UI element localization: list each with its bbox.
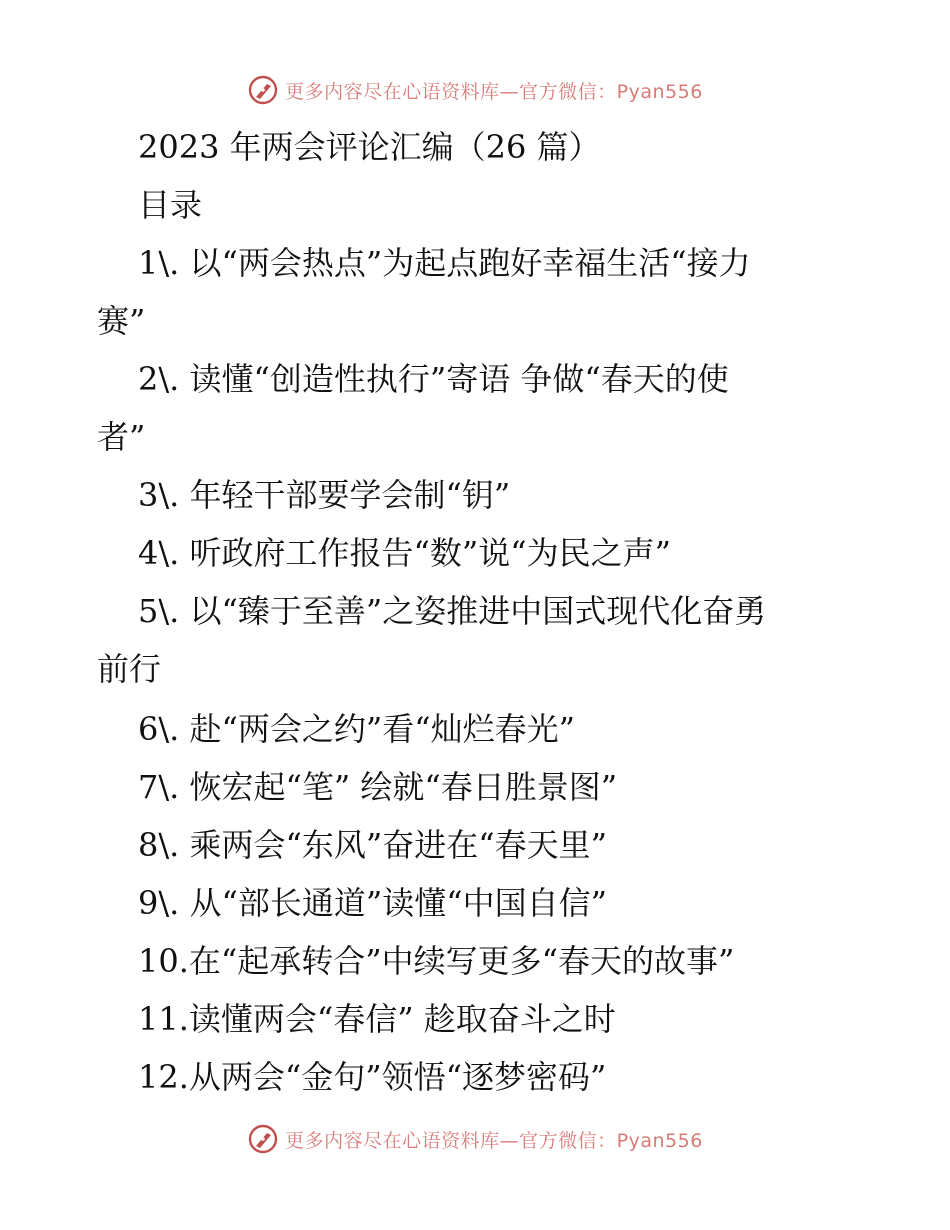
toc-item: 5\. 以“臻于至善”之姿推进中国式现代化奋勇: [138, 592, 767, 630]
toc-heading: 目录: [138, 186, 203, 224]
toc-item: 7\. 恢宏起“笔” 绘就“春日胜景图”: [138, 768, 618, 806]
toc-item-continuation: 前行: [97, 650, 162, 688]
toc-item: 12.从两会“金句”领悟“逐梦密码”: [138, 1058, 607, 1096]
footer-watermark: [0, 1123, 950, 1155]
toc-item: 10.在“起承转合”中续写更多“春天的故事”: [138, 942, 735, 980]
document-title: 2023 年两会评论汇编（26 篇）: [138, 128, 601, 166]
toc-item: 9\. 从“部长通道”读懂“中国自信”: [138, 884, 607, 922]
toc-item: 2\. 读懂“创造性执行”寄语 争做“春天的使: [138, 360, 729, 398]
toc-item: 11.读懂两会“春信” 趁取奋斗之时: [138, 1000, 616, 1038]
toc-item-continuation: 赛”: [97, 302, 146, 340]
toc-item: 6\. 赴“两会之约”看“灿烂春光”: [138, 710, 575, 748]
toc-item: 8\. 乘两会“东风”奋进在“春天里”: [138, 826, 607, 864]
toc-item: 3\. 年轻干部要学会制“钥”: [138, 476, 511, 514]
toc-item-continuation: 者”: [97, 418, 146, 456]
watermark-text: 更多内容尽在心语资料库—官方微信：Pyan556: [285, 80, 703, 103]
pen-nib-logo-icon: [247, 1123, 279, 1155]
toc-item: 1\. 以“两会热点”为起点跑好幸福生活“接力: [138, 244, 751, 282]
pen-nib-logo-icon: [247, 74, 279, 106]
toc-item: 4\. 听政府工作报告“数”说“为民之声”: [138, 534, 671, 572]
header-watermark: [0, 74, 950, 106]
watermark-text: 更多内容尽在心语资料库—官方微信：Pyan556: [285, 1129, 703, 1152]
